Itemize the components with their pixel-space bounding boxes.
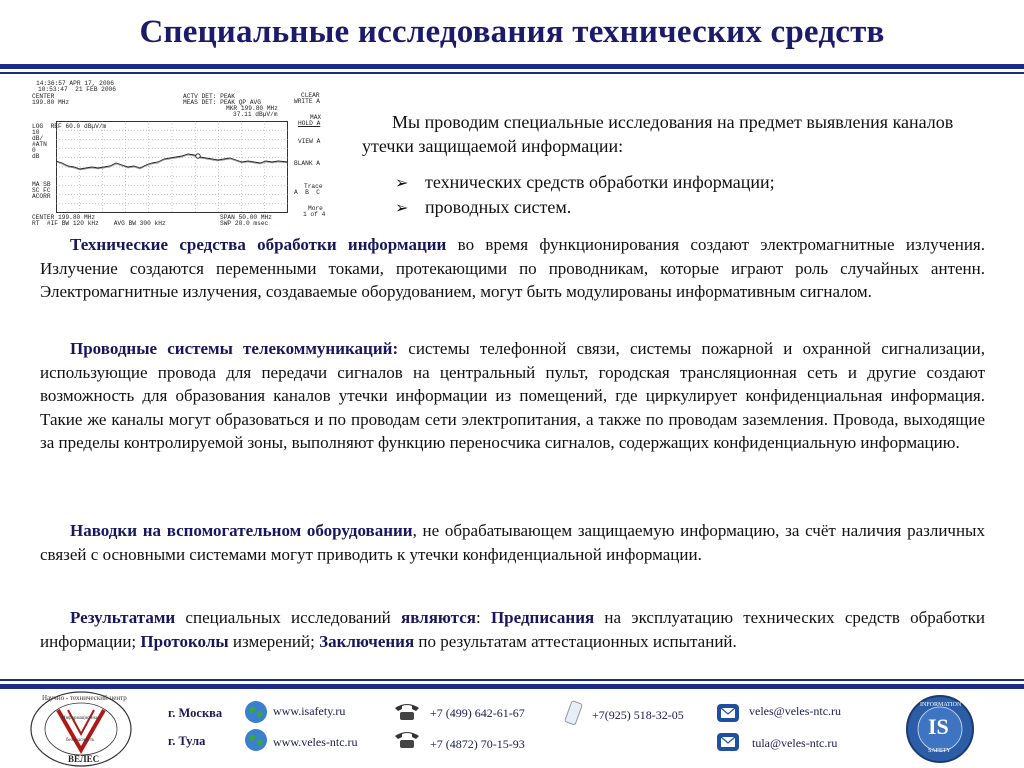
email-veles[interactable]: veles@veles-ntc.ru <box>749 704 842 718</box>
analyzer-sweep: SWP 20.0 msec <box>220 220 269 227</box>
analyzer-timestamp-2: 10:53:47 21 FEB 2006 <box>38 86 116 93</box>
footer-rule-thin <box>0 679 1024 681</box>
analyzer-center-value: 199.80 MHz <box>32 99 70 106</box>
analyzer-ref-level: LOG REF 60.0 dBµV/m <box>32 123 107 130</box>
results-term: Результатами <box>70 608 176 627</box>
phone-tula: +7 (4872) 70-15-93 <box>430 737 525 751</box>
analyzer-graticule <box>56 121 288 213</box>
analyzer-meas-det: MEAS DET: PEAK QP AVG <box>183 99 261 106</box>
softkey-hold: HOLD A <box>298 120 321 127</box>
website-link-isafety[interactable]: www.isafety.ru <box>273 704 346 718</box>
analyzer-span: SPAN 50.00 MHz <box>220 214 272 221</box>
analyzer-scale-1: 10 <box>32 129 40 136</box>
results-text: на эксплуатацию технических средств обработки информации; <box>40 608 986 651</box>
analyzer-center-footer: CENTER 199.80 MHz <box>32 214 96 221</box>
globe-icon <box>244 700 268 724</box>
bullet-text: технических средств обработки информации; <box>425 172 775 192</box>
softkey-trace: Trace <box>304 183 323 190</box>
email-tula[interactable]: tula@veles-ntc.ru <box>752 736 838 750</box>
globe-icon <box>244 728 268 752</box>
veles-logo <box>26 690 136 768</box>
analyzer-atn-unit: dB <box>32 153 40 160</box>
mobile-phone: +7(925) 518-32-05 <box>592 708 684 722</box>
telephone-icon <box>394 702 420 722</box>
page-title: Специальные исследования технических средств <box>139 14 885 50</box>
website-link-veles[interactable]: www.veles-ntc.ru <box>273 735 358 749</box>
analyzer-atn: #ATN <box>32 141 47 148</box>
paragraph-auxiliary-equipment <box>40 519 985 566</box>
badge-text: IS <box>928 714 949 739</box>
logo-inner-text-2: безопасность <box>66 738 95 743</box>
results-text: измерений; <box>228 631 320 651</box>
email-icon <box>717 704 739 722</box>
intro-text: Мы проводим специальные исследования на предмет выявления каналов утечки защищаемой информации: <box>362 112 954 156</box>
paragraph-body: системы телефонной связи, системы пожарной и охранной сигнализации, использующие провода для передачи сигналов на центральный пульт, городская трансляционная сеть и другие создают возможность для образования каналов утечки информации из помещений, где циркулирует конфиденциальная информация. Такие же каналы могут образоваться и по проводам сети электропитания, а также по проводам заземления. Провода, выходящие за пределы контролируемой зоны, выполняют функцию переносчика сигналов, содержащих конфиденциальную информацию. <box>40 339 985 453</box>
results-text: специальных исследований <box>175 608 402 627</box>
paragraph-wired-systems <box>40 337 985 455</box>
analyzer-sc-fc: SC FC <box>32 187 51 194</box>
paragraph-body: , не обрабатывающем защищаемую информацию, за счёт наличия различных связей с основными системами могут приводить к утечки конфиденциальной информации. <box>40 521 985 564</box>
paragraph-heading: Проводные системы телекоммуникаций: <box>70 339 399 358</box>
arrow-bullet-icon: ➢ <box>395 173 409 192</box>
telephone-icon <box>394 730 420 750</box>
arrow-bullet-icon: ➢ <box>395 198 409 217</box>
mobile-phone-icon <box>564 700 584 726</box>
results-text: по результатам аттестационных испытаний. <box>414 631 737 651</box>
softkey-more-page: 1 of 4 <box>303 211 326 218</box>
phone-moscow: +7 (499) 642-61-67 <box>430 706 525 720</box>
softkey-more: More <box>308 205 323 212</box>
logo-name: ВЕЛЕС <box>68 754 100 764</box>
city-moscow: г. Москва <box>168 706 223 720</box>
analyzer-marker: MKR 199.80 MHz <box>226 105 278 112</box>
results-term: являются <box>401 608 476 627</box>
softkey-max: MAX <box>310 114 322 121</box>
softkey-view: VIEW A <box>298 138 321 145</box>
email-icon <box>717 733 739 751</box>
softkey-clear: CLEAR <box>301 92 320 99</box>
intro-bullet-list <box>395 170 995 220</box>
analyzer-acorr: ACORR <box>32 193 51 200</box>
analyzer-ma-sb: MA SB <box>32 181 51 188</box>
analyzer-actv-det: ACTV DET: PEAK <box>183 93 235 100</box>
analyzer-marker-value: 37.11 dBµV/m <box>233 111 278 118</box>
results-term: Заключения <box>319 631 415 651</box>
badge-bottom-text: SAFETY <box>928 748 951 754</box>
paragraph-body: во время функционирования создают электромагнитные излучения. Излучение создаются переменными токами, протекающими по проводникам, которые играют роль случайных антенн. Электромагнитные излучения, создаваемые оборудованием, могут быть модулированы информативным сигналом. <box>40 235 985 302</box>
city-tula: г. Тула <box>168 734 206 748</box>
results-term: Протоколы <box>140 631 229 651</box>
results-term: Предписания <box>490 608 595 627</box>
paragraph-heading: Технические средства обработки информации <box>70 235 447 254</box>
information-safety-badge <box>905 694 975 764</box>
spectrum-analyzer-screen <box>30 78 332 228</box>
badge-top-text: INFORMATION <box>920 702 962 708</box>
top-rule-thin <box>0 72 1024 74</box>
analyzer-scale-2: dB/ <box>32 135 44 142</box>
bullet-text: проводных систем. <box>425 197 572 217</box>
logo-inner-text-1: Информационная <box>62 716 100 721</box>
paragraph-technical-means <box>40 233 985 304</box>
list-item <box>395 195 995 220</box>
results-text: : <box>475 608 491 627</box>
marker-icon <box>196 154 200 158</box>
paragraph-heading: Наводки на вспомогательном оборудовании <box>70 521 413 540</box>
softkey-blank: BLANK A <box>294 160 320 167</box>
analyzer-rbw: RT #IF BW 120 kHz AVG BW 300 kHz <box>32 220 166 227</box>
footer-rule-thick <box>0 684 1024 689</box>
list-item <box>395 170 995 195</box>
analyzer-atn-value: 0 <box>32 147 36 154</box>
analyzer-timestamp-1: 14:36:57 APR 17, 2006 <box>36 80 114 87</box>
softkey-write: WRITE A <box>294 98 320 105</box>
analyzer-center-label: CENTER <box>32 93 55 100</box>
paragraph-results <box>40 606 985 653</box>
top-rule-thick <box>0 64 1024 69</box>
softkey-abc: A B C <box>294 189 320 196</box>
logo-ring-text: Научно - технический центр <box>42 694 127 702</box>
